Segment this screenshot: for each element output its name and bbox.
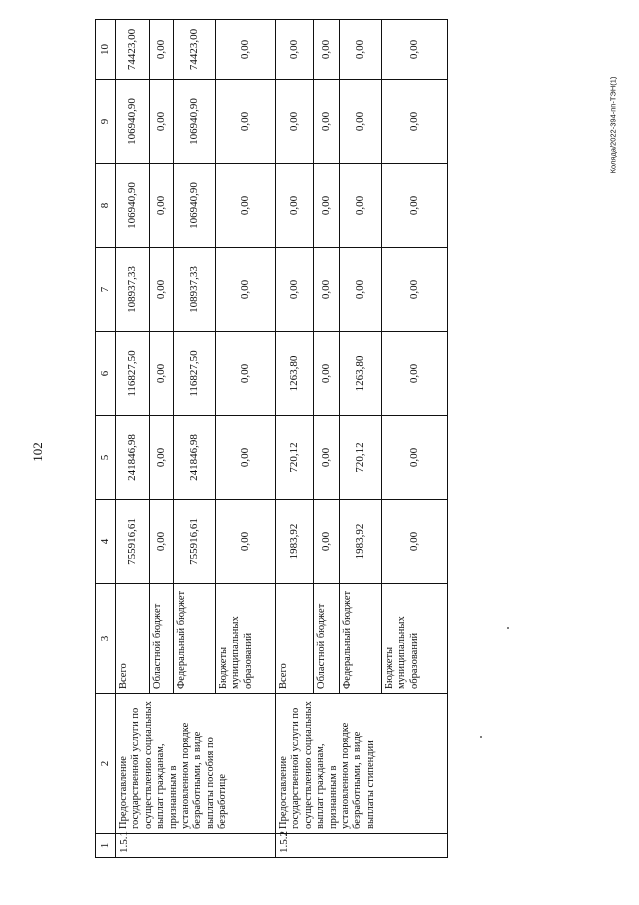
value-cell: 0,00 — [150, 500, 174, 584]
value-cell: 0,00 — [150, 248, 174, 332]
value-cell: 0,00 — [340, 164, 382, 248]
value-cell: 755916,61 — [116, 500, 150, 584]
value-cell: 0,00 — [382, 20, 448, 80]
value-cell: 0,00 — [150, 164, 174, 248]
header-cell: 8 — [96, 164, 116, 248]
value-cell: 0,00 — [340, 80, 382, 164]
value-cell: 241846,98 — [116, 416, 150, 500]
value-cell: 0,00 — [216, 164, 276, 248]
value-cell: 0,00 — [216, 248, 276, 332]
value-cell: 1983,92 — [340, 500, 382, 584]
budget-table — [95, 19, 448, 858]
scan-speck — [480, 736, 482, 738]
header-cell: 7 — [96, 248, 116, 332]
value-cell: 1983,92 — [276, 500, 314, 584]
value-cell: 720,12 — [340, 416, 382, 500]
value-cell: 0,00 — [216, 20, 276, 80]
header-cell: 3 — [96, 584, 116, 694]
value-cell: 0,00 — [150, 332, 174, 416]
header-cell: 10 — [96, 20, 116, 80]
table-row — [116, 20, 150, 858]
header-cell: 1 — [96, 834, 116, 858]
value-cell: 0,00 — [382, 500, 448, 584]
page-number: 102 — [30, 442, 45, 462]
funding-source: Бюджеты муниципальных образований — [216, 584, 276, 694]
item-code: 1.5.2 — [276, 834, 448, 858]
value-cell: 0,00 — [216, 416, 276, 500]
value-cell: 0,00 — [382, 332, 448, 416]
value-cell: 0,00 — [382, 80, 448, 164]
value-cell: 0,00 — [314, 248, 340, 332]
value-cell: 0,00 — [314, 164, 340, 248]
value-cell: 106940,90 — [174, 80, 216, 164]
header-row — [96, 20, 116, 858]
header-cell: 6 — [96, 332, 116, 416]
value-cell: 720,12 — [276, 416, 314, 500]
scan-speck — [507, 627, 509, 629]
funding-source: Федеральный бюджет — [340, 584, 382, 694]
value-cell: 0,00 — [314, 332, 340, 416]
value-cell: 0,00 — [314, 416, 340, 500]
value-cell: 1263,80 — [340, 332, 382, 416]
value-cell: 74423,00 — [116, 20, 150, 80]
funding-source: Областной бюджет — [150, 584, 174, 694]
value-cell: 108937,33 — [116, 248, 150, 332]
value-cell: 116827,50 — [116, 332, 150, 416]
value-cell: 0,00 — [340, 248, 382, 332]
value-cell: 0,00 — [150, 80, 174, 164]
funding-source: Федеральный бюджет — [174, 584, 216, 694]
header-cell: 4 — [96, 500, 116, 584]
header-cell: 5 — [96, 416, 116, 500]
value-cell: 0,00 — [314, 500, 340, 584]
value-cell: 0,00 — [276, 20, 314, 80]
funding-source: Всего — [276, 584, 314, 694]
funding-source: Бюджеты муниципальных образований — [382, 584, 448, 694]
value-cell: 0,00 — [150, 20, 174, 80]
table-row — [276, 20, 314, 858]
value-cell: 241846,98 — [174, 416, 216, 500]
value-cell: 0,00 — [216, 500, 276, 584]
value-cell: 108937,33 — [174, 248, 216, 332]
value-cell: 1263,80 — [276, 332, 314, 416]
value-cell: 0,00 — [216, 332, 276, 416]
value-cell: 74423,00 — [174, 20, 216, 80]
value-cell: 0,00 — [382, 164, 448, 248]
item-name: Предоставление государственной услуги по осуществлению социальных выплат гражданам, признанным в установленном порядке безработными, в виде выплаты стипендии — [276, 694, 448, 834]
value-cell: 0,00 — [340, 20, 382, 80]
header-cell: 2 — [96, 694, 116, 834]
value-cell: 0,00 — [382, 416, 448, 500]
document-code: Коляда/2022-394-пп-ТЭН(1) — [608, 76, 618, 174]
value-cell: 106940,90 — [116, 80, 150, 164]
value-cell: 0,00 — [276, 164, 314, 248]
value-cell: 106940,90 — [174, 164, 216, 248]
value-cell: 0,00 — [314, 20, 340, 80]
header-cell: 9 — [96, 80, 116, 164]
funding-source: Всего — [116, 584, 150, 694]
value-cell: 755916,61 — [174, 500, 216, 584]
item-name: Предоставление государственной услуги по осуществлению социальных выплат гражданам, признанным в установленном порядке безработными, в виде выплаты пособия по безработице — [116, 694, 276, 834]
value-cell: 106940,90 — [116, 164, 150, 248]
value-cell: 0,00 — [382, 248, 448, 332]
item-code: 1.5.1 — [116, 834, 276, 858]
value-cell: 116827,50 — [174, 332, 216, 416]
funding-source: Областной бюджет — [314, 584, 340, 694]
value-cell: 0,00 — [216, 80, 276, 164]
value-cell: 0,00 — [150, 416, 174, 500]
value-cell: 0,00 — [276, 80, 314, 164]
rotated-table-wrapper — [95, 20, 447, 858]
value-cell: 0,00 — [314, 80, 340, 164]
value-cell: 0,00 — [276, 248, 314, 332]
